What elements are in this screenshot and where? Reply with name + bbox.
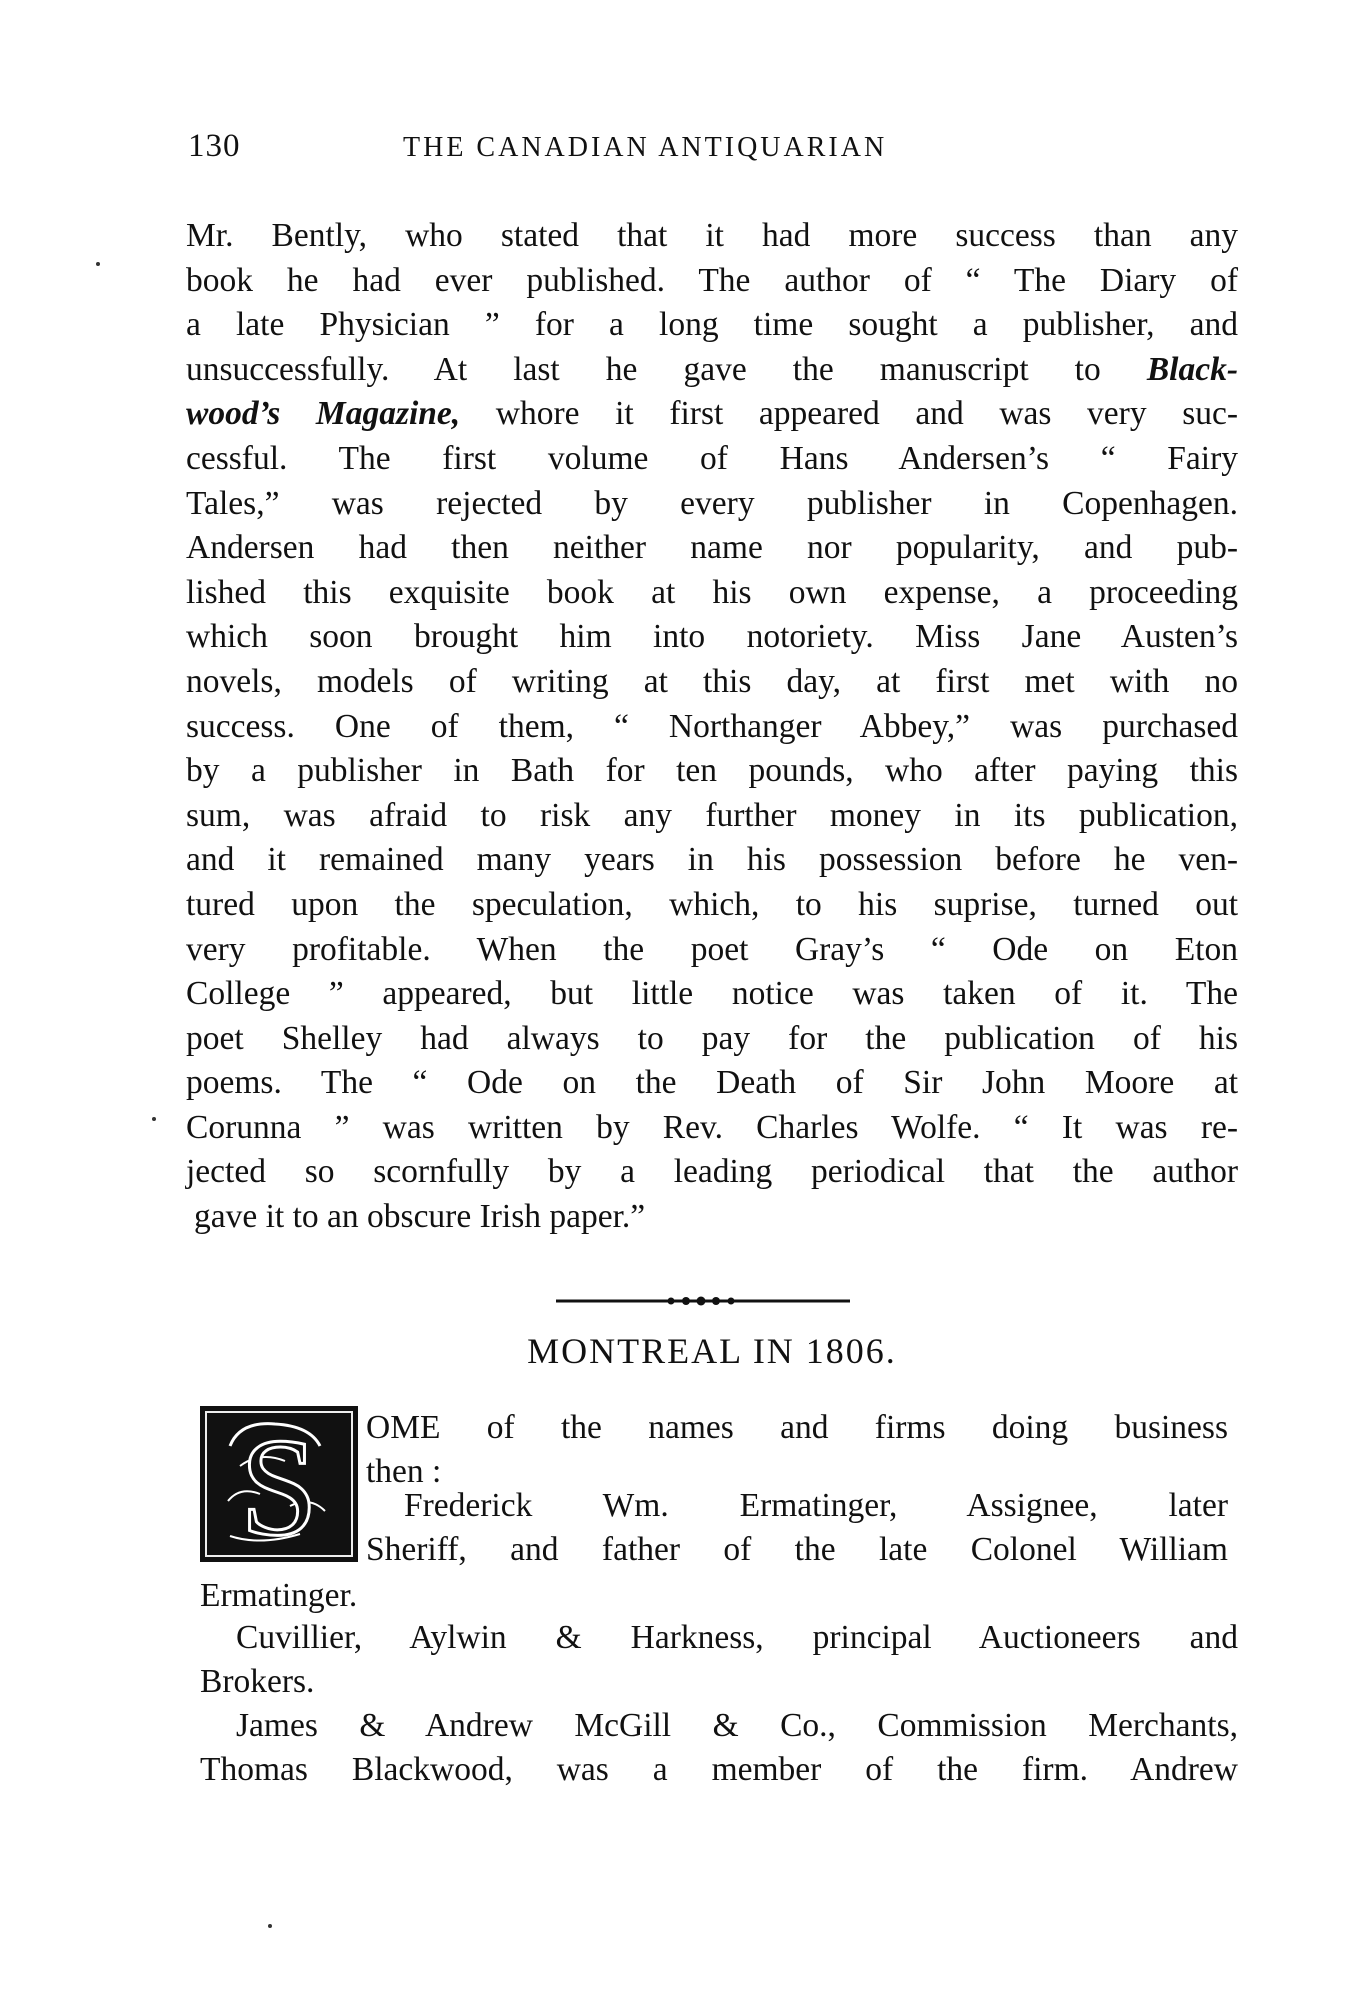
text-line: a late Physician ” for a long time sought a publisher, and	[186, 306, 1238, 344]
scan-speck	[96, 262, 100, 266]
text-line: by a publisher in Bath for ten pounds, who after paying this	[186, 752, 1238, 790]
text-line: sum, was afraid to risk any further money in its publication,	[186, 796, 1238, 834]
text-line: which soon brought him into notoriety. Miss Jane Austen’s	[186, 618, 1238, 656]
scan-speck	[152, 1117, 156, 1121]
text-line: tured upon the speculation, which, to his suprise, turned out	[186, 885, 1238, 923]
text-line	[186, 348, 1238, 393]
text-line: Frederick Wm. Ermatinger, Assignee, later	[404, 1487, 1228, 1524]
section-line	[236, 1616, 1238, 1660]
text-line: cessful. The first volume of Hans Andersen’s “ Fairy	[186, 439, 1238, 477]
text-segment: whore it first appeared and was very suc-	[495, 395, 1239, 433]
text-line	[186, 392, 1238, 437]
text-line: Cuvillier, Aylwin & Harkness, principal Auctioneers and	[236, 1619, 1238, 1656]
section-line	[200, 1748, 1238, 1792]
text-line: Thomas Blackwood, was a member of the firm. Andrew	[200, 1751, 1238, 1788]
page-number: 130	[188, 128, 241, 164]
ornamental-dropcap	[200, 1406, 358, 1562]
text-line: and it remained many years in his possession before he ven-	[186, 841, 1238, 879]
section-line	[366, 1528, 1228, 1572]
text-line: Mr. Bently, who stated that it had more success than any	[186, 217, 1238, 254]
text-segment: unsuccessfully. At last he gave the manuscript to	[186, 350, 1147, 388]
text-line: Tales,” was rejected by every publisher in Copenhagen.	[186, 484, 1238, 522]
text-line: novels, models of writing at this day, at first met with no	[186, 662, 1238, 700]
text-line: jected so scornfully by a leading periodical that the author	[186, 1153, 1238, 1191]
text-line: poet Shelley had always to pay for the publication of his	[186, 1019, 1238, 1057]
text-line: lished this exquisite book at his own expense, a proceeding	[186, 573, 1238, 611]
section-line	[200, 1574, 1238, 1618]
text-line: very profitable. When the poet Gray’s “ Ode on Eton	[186, 930, 1238, 968]
text-line: book he had ever published. The author of “ The Diary of	[186, 261, 1238, 299]
text-line: success. One of them, “ Northanger Abbey,” was purchased	[186, 707, 1238, 745]
section-heading: MONTREAL IN 1806.	[527, 1331, 897, 1371]
running-title: THE CANADIAN ANTIQUARIAN	[403, 132, 888, 163]
section-line	[236, 1704, 1238, 1748]
text-line: then :	[366, 1453, 442, 1490]
text-line: Ermatinger.	[200, 1577, 358, 1614]
running-head	[188, 128, 1238, 168]
ornamental-rule	[556, 1296, 850, 1306]
text-line: Brokers.	[200, 1663, 315, 1700]
dropcap-letter: S	[240, 1410, 318, 1562]
text-line: James & Andrew McGill & Co., Commission Merchants,	[236, 1707, 1238, 1744]
scan-speck	[268, 1924, 272, 1928]
italic-title: wood’s Magazine,	[186, 395, 461, 433]
text-line: gave it to an obscure Irish paper.”	[194, 1198, 646, 1236]
section-line	[366, 1406, 1228, 1450]
section-line	[404, 1484, 1228, 1528]
text-line: poems. The “ Ode on the Death of Sir John Moore at	[186, 1064, 1238, 1102]
text-line: College ” appeared, but little notice was taken of it. The	[186, 975, 1238, 1013]
text-line: Sheriff, and father of the late Colonel William	[366, 1531, 1228, 1568]
section-line	[200, 1660, 1238, 1704]
text-line: OME of the names and firms doing business	[366, 1409, 1228, 1446]
italic-title: Black-	[1146, 350, 1238, 388]
paragraph-body	[186, 214, 1238, 1240]
text-line: Corunna ” was written by Rev. Charles Wolfe. “ It was re-	[186, 1108, 1238, 1146]
text-line: Andersen had then neither name nor popularity, and pub-	[186, 529, 1238, 567]
